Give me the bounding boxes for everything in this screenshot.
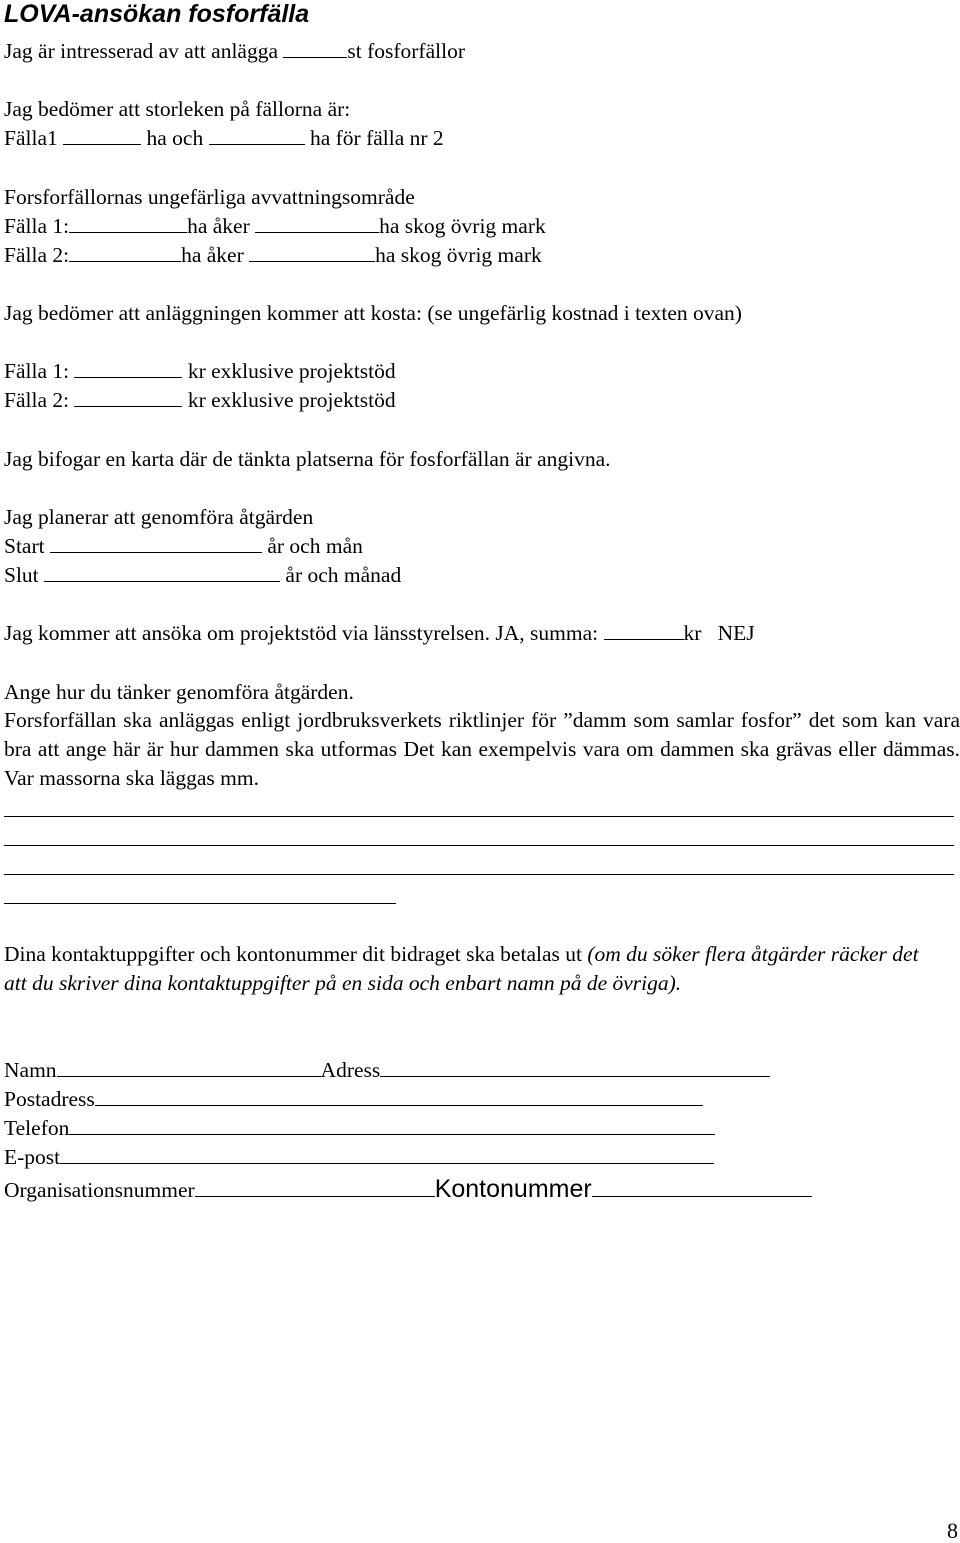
size-line: Fälla1 ha och ha för fälla nr 2 bbox=[4, 126, 444, 150]
schedule-start: Start år och mån bbox=[4, 534, 363, 558]
catchment-row-2: Fälla 2: ha åker ha skog övrig mark bbox=[4, 243, 542, 267]
cost-row-2: Fälla 2: kr exklusive projektstöd bbox=[4, 388, 396, 412]
postal-address-field[interactable] bbox=[95, 1087, 703, 1106]
end-date-field[interactable] bbox=[44, 563, 280, 582]
answer-line-3[interactable] bbox=[4, 874, 954, 875]
address-field[interactable] bbox=[380, 1058, 770, 1077]
start-date-field[interactable] bbox=[50, 534, 262, 553]
org-account-line: Organisationsnummer Kontonummer bbox=[4, 1176, 812, 1203]
count-line: Jag är intresserad av att anlägga st fosforfällor bbox=[4, 39, 465, 63]
trap2-arable-field[interactable] bbox=[69, 243, 181, 262]
answer-line-1[interactable] bbox=[4, 816, 954, 817]
cost-heading: Jag bedömer att anläggningen kommer att kosta: (se ungefärlig kostnad i texten ovan) bbox=[4, 301, 742, 325]
nej-option[interactable]: NEJ bbox=[717, 621, 755, 645]
name-field[interactable] bbox=[57, 1058, 321, 1077]
page-number: 8 bbox=[947, 1518, 958, 1543]
trap1-cost-field[interactable] bbox=[74, 359, 182, 378]
phone-field[interactable] bbox=[69, 1116, 715, 1135]
phone-line: Telefon bbox=[4, 1115, 715, 1141]
schedule-heading: Jag planerar att genomföra åtgärden bbox=[4, 505, 314, 529]
subsidy-line: Jag kommer att ansöka om projektstöd via länsstyrelsen. JA, summa: kr NEJ bbox=[4, 621, 755, 645]
implementation-heading: Ange hur du tänker genomföra åtgärden. bbox=[4, 680, 354, 704]
account-number-field[interactable] bbox=[592, 1178, 812, 1197]
org-number-field[interactable] bbox=[195, 1178, 435, 1197]
map-line: Jag bifogar en karta där de tänkta platserna för fosforfällan är angivna. bbox=[4, 447, 611, 471]
trap2-forest-field[interactable] bbox=[249, 243, 375, 262]
name-address-line: Namn Adress bbox=[4, 1057, 770, 1083]
answer-line-2[interactable] bbox=[4, 845, 954, 846]
size-heading: Jag bedömer att storleken på fällorna är: bbox=[4, 97, 351, 121]
trap1-forest-field[interactable] bbox=[255, 214, 379, 233]
answer-line-4[interactable] bbox=[4, 903, 396, 904]
count-field[interactable] bbox=[283, 39, 347, 58]
cost-row-1: Fälla 1: kr exklusive projektstöd bbox=[4, 359, 396, 383]
schedule-end: Slut år och månad bbox=[4, 563, 402, 587]
trap2-cost-field[interactable] bbox=[74, 388, 182, 407]
trap1-size-field[interactable] bbox=[63, 126, 141, 145]
implementation-body: Forsforfällan ska anläggas enligt jordbruksverkets riktlinjer för ”damm som samlar fosfor” det som kan vara bra att ange här är hur dammen ska utformas Det kan exempelvis vara om dammen ska grävas eller dämmas. Var massorna ska läggas mm. bbox=[4, 708, 960, 790]
catchment-row-1: Fälla 1: ha åker ha skog övrig mark bbox=[4, 214, 546, 238]
catchment-heading: Forsforfällornas ungefärliga avvattningsområde bbox=[4, 185, 415, 209]
trap1-arable-field[interactable] bbox=[69, 214, 187, 233]
postal-line: Postadress bbox=[4, 1086, 703, 1112]
email-line: E-post bbox=[4, 1144, 714, 1170]
email-field[interactable] bbox=[60, 1145, 714, 1164]
subsidy-sum-field[interactable] bbox=[604, 621, 684, 640]
contact-intro: Dina kontaktuppgifter och kontonummer dit bidraget ska betalas ut (om du söker flera åtgärder räcker det att du skriver dina kontaktuppgifter på en sida och enbart namn på de övriga). bbox=[4, 942, 919, 995]
page-title: LOVA-ansökan fosforfälla bbox=[4, 0, 310, 28]
trap2-size-field[interactable] bbox=[209, 126, 305, 145]
